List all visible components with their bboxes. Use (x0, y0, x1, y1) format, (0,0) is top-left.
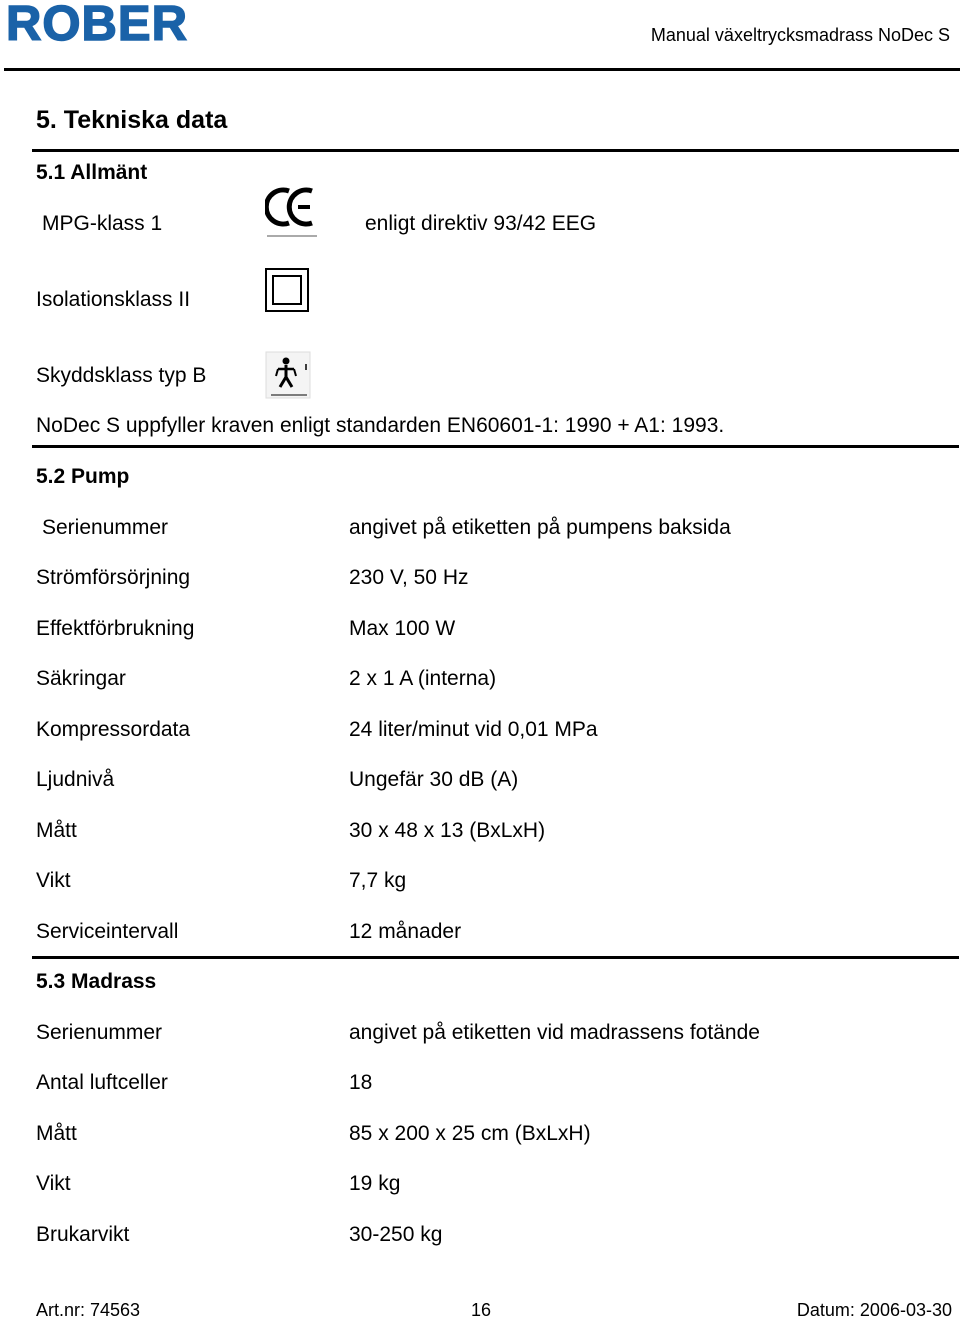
rober-logo: ROBER (6, 0, 188, 51)
ce-mark-icon (265, 186, 319, 240)
section-title-mattress: 5.3 Madrass (36, 970, 157, 993)
spec-label: Serviceintervall (36, 920, 179, 943)
spec-label: Antal luftceller (36, 1071, 168, 1094)
protection-class-label: Skyddsklass typ B (36, 364, 207, 387)
spec-value: 30-250 kg (349, 1223, 443, 1246)
page-number: 16 (471, 1300, 492, 1320)
spec-label: Strömförsörjning (36, 566, 191, 589)
spec-value: Ungefär 30 dB (A) (349, 768, 519, 791)
spec-value: angivet på etiketten vid madrassens fotände (349, 1021, 760, 1044)
type-b-icon (265, 351, 311, 399)
spec-value: 18 (349, 1071, 373, 1094)
spec-label: Mått (36, 819, 77, 842)
spec-label: Mått (36, 1122, 77, 1145)
article-number: Art.nr: 74563 (36, 1300, 141, 1320)
spec-label: Vikt (36, 1172, 71, 1195)
spec-value: 19 kg (349, 1172, 401, 1195)
section-title-pump: 5.2 Pump (36, 465, 130, 488)
spec-value: 24 liter/minut vid 0,01 MPa (349, 718, 598, 741)
header-rule (4, 68, 960, 71)
class-ii-icon (264, 267, 310, 313)
page-heading: 5. Tekniska data (36, 106, 228, 134)
document-title: Manual växeltrycksmadrass NoDec S (650, 25, 950, 45)
document-date: Datum: 2006-03-30 (796, 1300, 952, 1320)
section-divider (32, 956, 959, 959)
spec-label: Säkringar (36, 667, 126, 690)
section-divider (32, 445, 959, 448)
mpg-class-label: MPG-klass 1 (42, 212, 163, 235)
isolation-class-label: Isolationsklass II (36, 288, 191, 311)
spec-label: Kompressordata (36, 718, 191, 741)
spec-value: 12 månader (349, 920, 462, 943)
spec-label: Vikt (36, 869, 71, 892)
compliance-statement: NoDec S uppfyller kraven enligt standarden EN60601-1: 1990 + A1: 1993. (36, 414, 725, 437)
spec-value: 2 x 1 A (interna) (349, 667, 497, 690)
spec-label: Ljudnivå (36, 768, 115, 791)
spec-label: Effektförbrukning (36, 617, 195, 640)
section-divider (32, 149, 959, 152)
spec-label: Serienummer (42, 516, 169, 539)
spec-value: 30 x 48 x 13 (BxLxH) (349, 819, 546, 842)
mpg-class-value: enligt direktiv 93/42 EEG (365, 212, 597, 235)
spec-value: 230 V, 50 Hz (349, 566, 469, 589)
spec-value: Max 100 W (349, 617, 456, 640)
spec-value: 85 x 200 x 25 cm (BxLxH) (349, 1122, 591, 1145)
spec-value: angivet på etiketten på pumpens baksida (349, 516, 731, 539)
section-title-general: 5.1 Allmänt (36, 161, 148, 184)
spec-label: Brukarvikt (36, 1223, 130, 1246)
spec-value: 7,7 kg (349, 869, 407, 892)
spec-label: Serienummer (36, 1021, 163, 1044)
